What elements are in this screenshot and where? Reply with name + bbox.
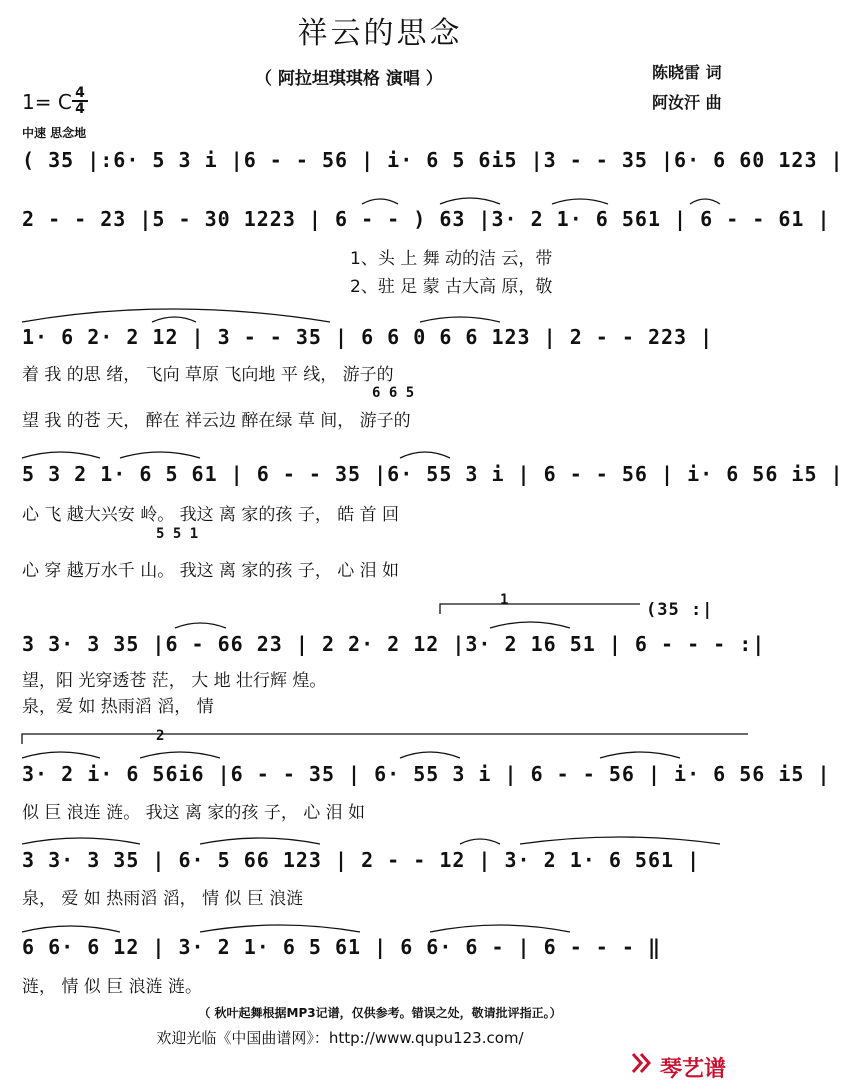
slur (400, 452, 450, 458)
slur (22, 452, 100, 458)
slur (120, 452, 200, 458)
slur (552, 199, 608, 204)
alternate-notes-line-4: 5 5 1 (156, 526, 199, 542)
slur (400, 752, 460, 758)
volta-2-label: 2 (156, 728, 165, 744)
lyric-line-6: 似 巨 浪连 涟。 我这 离 家的孩 子， 心 泪 如 (22, 803, 366, 823)
score-line-3: 1· 6 2· 2 12 | 3 - - 35 | 6 6 0 6 6 123 | 2 - - 223 | (22, 325, 714, 349)
slur (140, 752, 220, 758)
lyric-line-2-verse-1: 1、头 上 舞 动的洁 云，带 (350, 249, 553, 269)
score-line-4: 5 3 2 1· 6 5 61 | 6 - - 35 |6· 55 3 i | 6 - - 56 | i· 6 56 i5 | (22, 462, 844, 486)
site-welcome[interactable]: 欢迎光临《中国曲谱网》：http://www.qupu123.com/ (156, 1029, 524, 1047)
slur (200, 838, 320, 844)
lyric-line-8: 涟， 情 似 巨 浪涟 涟。 (22, 977, 203, 997)
time-signature-bottom: 4 (72, 100, 88, 116)
lyric-line-2-verse-2: 2、驻 足 蒙 古大高 原，敬 (350, 277, 553, 297)
alternate-notes-line-3: 6 6 5 (372, 385, 415, 401)
time-signature-top: 4 (75, 85, 85, 101)
slur (430, 925, 570, 932)
song-title: 祥云的思念 (297, 16, 463, 51)
volta-1-label: 1 (500, 592, 509, 608)
lyric-line-5-verse-1: 望，阳 光穿透苍 茫， 大 地 壮行辉 煌。 (22, 671, 327, 691)
lyric-line-7: 泉， 爱 如 热雨滔 滔， 情 似 巨 浪涟 (22, 889, 304, 909)
lyric-line-3-verse-2: 望 我 的苍 天， 醉在 祥云边 醉在绿 草 间， 游子的 (22, 411, 411, 431)
volta-1-bracket (440, 604, 640, 614)
slur (200, 925, 360, 932)
lyric-line-3-verse-1: 着 我 的思 绪， 飞向 草原 飞向地 平 线， 游子的 (22, 365, 394, 385)
singer-credit: （ 阿拉坦琪琪格 演唱 ） (255, 69, 443, 89)
slur (440, 198, 500, 204)
key-signature: 1= C (22, 90, 72, 114)
qinyipu-logo-icon (630, 1050, 656, 1076)
score-line-5: 3 3· 3 35 |6 - 66 23 | 2 2· 2 12 |3· 2 16 51 | 6 - - - :| (22, 632, 766, 656)
slur (490, 622, 570, 628)
slur (600, 752, 680, 758)
composer-credit: 阿汝汗 曲 (652, 93, 722, 112)
volta-2-bracket (22, 734, 748, 744)
slur (22, 926, 120, 932)
slur (362, 199, 398, 204)
score-line-8: 6 6· 6 12 | 3· 2 1· 6 5 61 | 6 6· 6 - | 6 - - - ‖ (22, 935, 662, 959)
transcriber-note: （ 秋叶起舞根据MP3记谱，仅供参考。错误之处，敬请批评指正。） (198, 1006, 562, 1020)
slur (460, 839, 500, 844)
lyric-line-4-verse-1: 心 飞 越大兴安 岭。 我这 离 家的孩 子， 皓 首 回 (22, 505, 400, 525)
score-line-1: ( 35 |:6· 5 3 i |6 - - 56 | i· 6 5 6i5 |3 - - 35 |6· 6 60 123 | (22, 148, 844, 172)
score-line-2: 2 - - 23 |5 - 30 1223 | 6 - - ) 63 |3· 2 1· 6 561 | 6 - - 61 | (22, 207, 831, 231)
slur (690, 199, 720, 204)
lyricist-credit: 陈晓雷 词 (652, 63, 722, 82)
slur (420, 317, 500, 322)
score-line-7: 3 3· 3 35 | 6· 5 66 123 | 2 - - 12 | 3· 2 1· 6 561 | (22, 848, 701, 872)
slur (22, 309, 330, 322)
slur (520, 837, 720, 844)
lyric-line-5-verse-2: 泉，爱 如 热雨滔 滔， 情 (22, 697, 214, 717)
slur (22, 752, 100, 758)
score-line-6: 3· 2 i· 6 56i6 |6 - - 35 | 6· 55 3 i | 6 - - 56 | i· 6 56 i5 | (22, 762, 831, 786)
slur (152, 317, 196, 322)
slur (22, 838, 140, 844)
repeat-pickup: (35 :| (646, 600, 714, 620)
lyric-line-4-verse-2: 心 穿 越万水千 山。 我这 离 家的孩 子， 心 泪 如 (22, 561, 400, 581)
slur (175, 623, 226, 628)
qinyipu-logo-text: 琴艺谱 (660, 1057, 727, 1082)
tempo-marking: 中速 思念地 (22, 126, 87, 140)
